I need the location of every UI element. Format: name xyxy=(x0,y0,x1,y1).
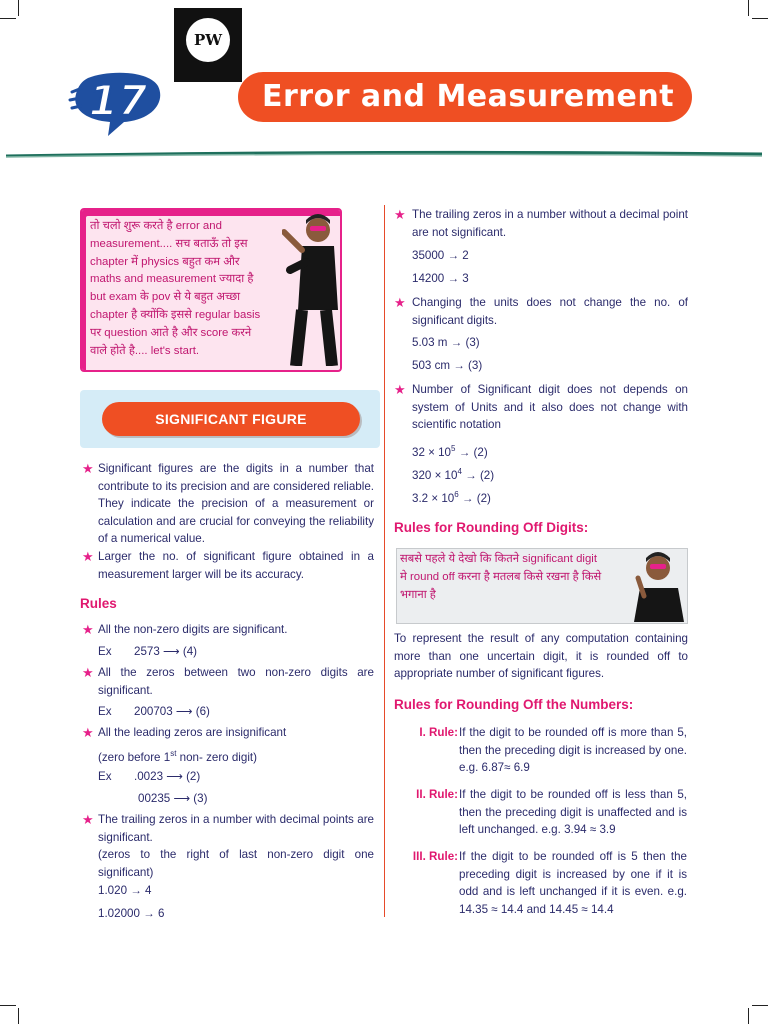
star-bullet-icon: ★ xyxy=(82,725,94,740)
example-label: Ex xyxy=(98,645,112,658)
tip-text xyxy=(400,551,632,604)
list-item xyxy=(82,664,374,699)
example-value: 14200 → 3 xyxy=(412,272,469,285)
column-divider xyxy=(384,205,385,917)
example-value: 200703 ⟶ (6) xyxy=(134,705,210,718)
example-value xyxy=(412,463,494,484)
rule-text: All the zeros between two non-zero digits are significant. xyxy=(98,666,374,697)
ex-part: → (2) xyxy=(461,468,495,482)
tip-line: भगाना है xyxy=(400,588,436,601)
bullet-text: Significant figures are the digits in a number that contribute to its precision and are considered reliable. They indicate the precision of a measurement or calculation and are crucial for conveying the reliability of a numerical value. xyxy=(98,462,374,545)
star-bullet-icon: ★ xyxy=(394,382,406,397)
ex-part: 3.2 × 10 xyxy=(412,491,455,505)
pw-logo xyxy=(186,18,230,62)
crop-mark xyxy=(18,0,19,16)
ex-sup: 6 xyxy=(454,490,459,499)
ex-part: → (2) xyxy=(458,491,491,505)
rule-text: Number of Significant digit does not depends on system of Units and it also does not change with scientific notation xyxy=(412,383,688,431)
ex-part: 32 × 10 xyxy=(412,445,452,459)
star-bullet-icon: ★ xyxy=(82,461,94,476)
example-value xyxy=(412,440,488,461)
list-item xyxy=(394,294,688,329)
rule-note: (zeros to the right of last non-zero digit one significant) xyxy=(98,848,374,879)
example-value: 503 cm → (3) xyxy=(412,359,483,372)
list-item xyxy=(82,724,374,742)
intro-line: तो चलो शुरू करते है error and xyxy=(90,220,222,232)
rule-label: I. Rule: xyxy=(419,726,458,739)
list-item xyxy=(394,381,688,434)
rule-text: If the digit to be rounded off is 5 then the preceding digit is increased by one if it is odd and is left unchanged if it is even. e.g. 14.35 ≈ 14.4 and 14.45 ≈ 14.4 xyxy=(459,850,687,916)
intro-line: chapter है क्योंकि इससे regular basis xyxy=(90,308,261,321)
rounding-paragraph: To represent the result of any computation containing more than one uncertain digit, it is rounded off to appropriate number of significant figures. xyxy=(394,632,688,680)
intro-line: पर question आते है और score करने xyxy=(90,326,252,339)
example-value: .0023 ⟶ (2) xyxy=(134,770,201,783)
rule-text: The trailing zeros in a number with decimal points are significant. xyxy=(98,813,374,844)
example-label: Ex xyxy=(98,770,112,783)
crop-mark xyxy=(752,18,768,19)
logo-text: PW xyxy=(193,31,223,49)
list-item xyxy=(82,621,374,639)
crop-mark xyxy=(0,1005,16,1006)
list-item xyxy=(82,811,374,846)
rule-text: All the leading zeros are insignificant xyxy=(98,726,287,739)
star-bullet-icon: ★ xyxy=(394,295,406,310)
intro-line: measurement.... सच बताऊँ तो इस xyxy=(90,237,248,250)
star-bullet-icon: ★ xyxy=(82,812,94,827)
star-bullet-icon: ★ xyxy=(82,665,94,680)
ex-sup: 4 xyxy=(457,467,462,476)
teacher-figure-icon xyxy=(282,210,342,366)
rule-text: The trailing zeros in a number without a decimal point are not significant. xyxy=(412,208,688,239)
decorative-rule xyxy=(6,150,762,160)
example-value: 00235 ⟶ (3) xyxy=(138,792,208,805)
tip-line: मे round off करना है मतलब किसे रखना है किसे xyxy=(400,570,602,583)
crop-mark xyxy=(0,18,16,19)
intro-line: maths and measurement ज्यादा है xyxy=(90,273,254,286)
chapter-number: 17 xyxy=(88,76,148,125)
crop-mark xyxy=(748,1008,749,1024)
star-bullet-icon: ★ xyxy=(82,549,94,564)
intro-line: वाले होते है.... let's start. xyxy=(90,344,200,357)
star-bullet-icon: ★ xyxy=(82,622,94,637)
note-sup: st xyxy=(170,749,177,758)
rounding-digits-heading: Rules for Rounding Off Digits: xyxy=(394,520,589,535)
example-value: 1.020 → 4 xyxy=(98,884,152,897)
rule-text: If the digit to be rounded off is less than 5, then the preceding digit is unaffected and is left unchanged. e.g. 3.94 ≈ 3.9 xyxy=(459,788,687,836)
example-value: 5.03 m → (3) xyxy=(412,336,480,349)
intro-line: but exam के pov से ये बहुत अच्छा xyxy=(90,291,241,304)
star-bullet-icon: ★ xyxy=(394,207,406,222)
rule-note xyxy=(98,745,257,766)
bullet-text: Larger the no. of significant figure obtained in a measurement larger will be its accuracy. xyxy=(98,550,374,581)
list-item xyxy=(394,206,688,241)
crop-mark xyxy=(18,1008,19,1024)
rule-label: III. Rule: xyxy=(412,850,458,863)
example-label: Ex xyxy=(98,705,112,718)
list-item xyxy=(82,460,374,548)
intro-line: chapter में physics बहुत कम और xyxy=(90,255,240,268)
list-item xyxy=(82,548,374,583)
crop-mark xyxy=(748,0,749,16)
note-part: non- zero digit) xyxy=(176,750,257,764)
ex-part: 320 × 10 xyxy=(412,468,458,482)
rule-text: If the digit to be rounded off is more than 5, then the preceding digit is increased by one. e.g. 6.87≈ 6.9 xyxy=(459,726,687,774)
teacher-thinking-icon xyxy=(628,548,686,622)
example-value: 2573 ⟶ (4) xyxy=(134,645,198,658)
note-part: (zero before 1 xyxy=(98,750,171,764)
chapter-title: Error and Measurement xyxy=(262,79,675,114)
rule-text: Changing the units does not change the no. of significant digits. xyxy=(412,296,688,327)
ex-part: → (2) xyxy=(455,445,488,459)
rule-text: All the non-zero digits are significant. xyxy=(98,623,288,636)
example-value xyxy=(412,486,491,507)
section-title: SIGNIFICANT FIGURE xyxy=(155,411,307,427)
rounding-numbers-heading: Rules for Rounding Off the Numbers: xyxy=(394,697,634,712)
example-value: 35000 → 2 xyxy=(412,249,469,262)
rules-heading: Rules xyxy=(80,596,117,611)
tip-line: सबसे पहले ये देखो कि कितने significant digit xyxy=(400,553,597,565)
example-value: 1.02000 → 6 xyxy=(98,907,165,920)
crop-mark xyxy=(752,1005,768,1006)
rule-label: II. Rule: xyxy=(416,788,458,801)
intro-text xyxy=(90,218,284,360)
ex-sup: 5 xyxy=(451,444,456,453)
